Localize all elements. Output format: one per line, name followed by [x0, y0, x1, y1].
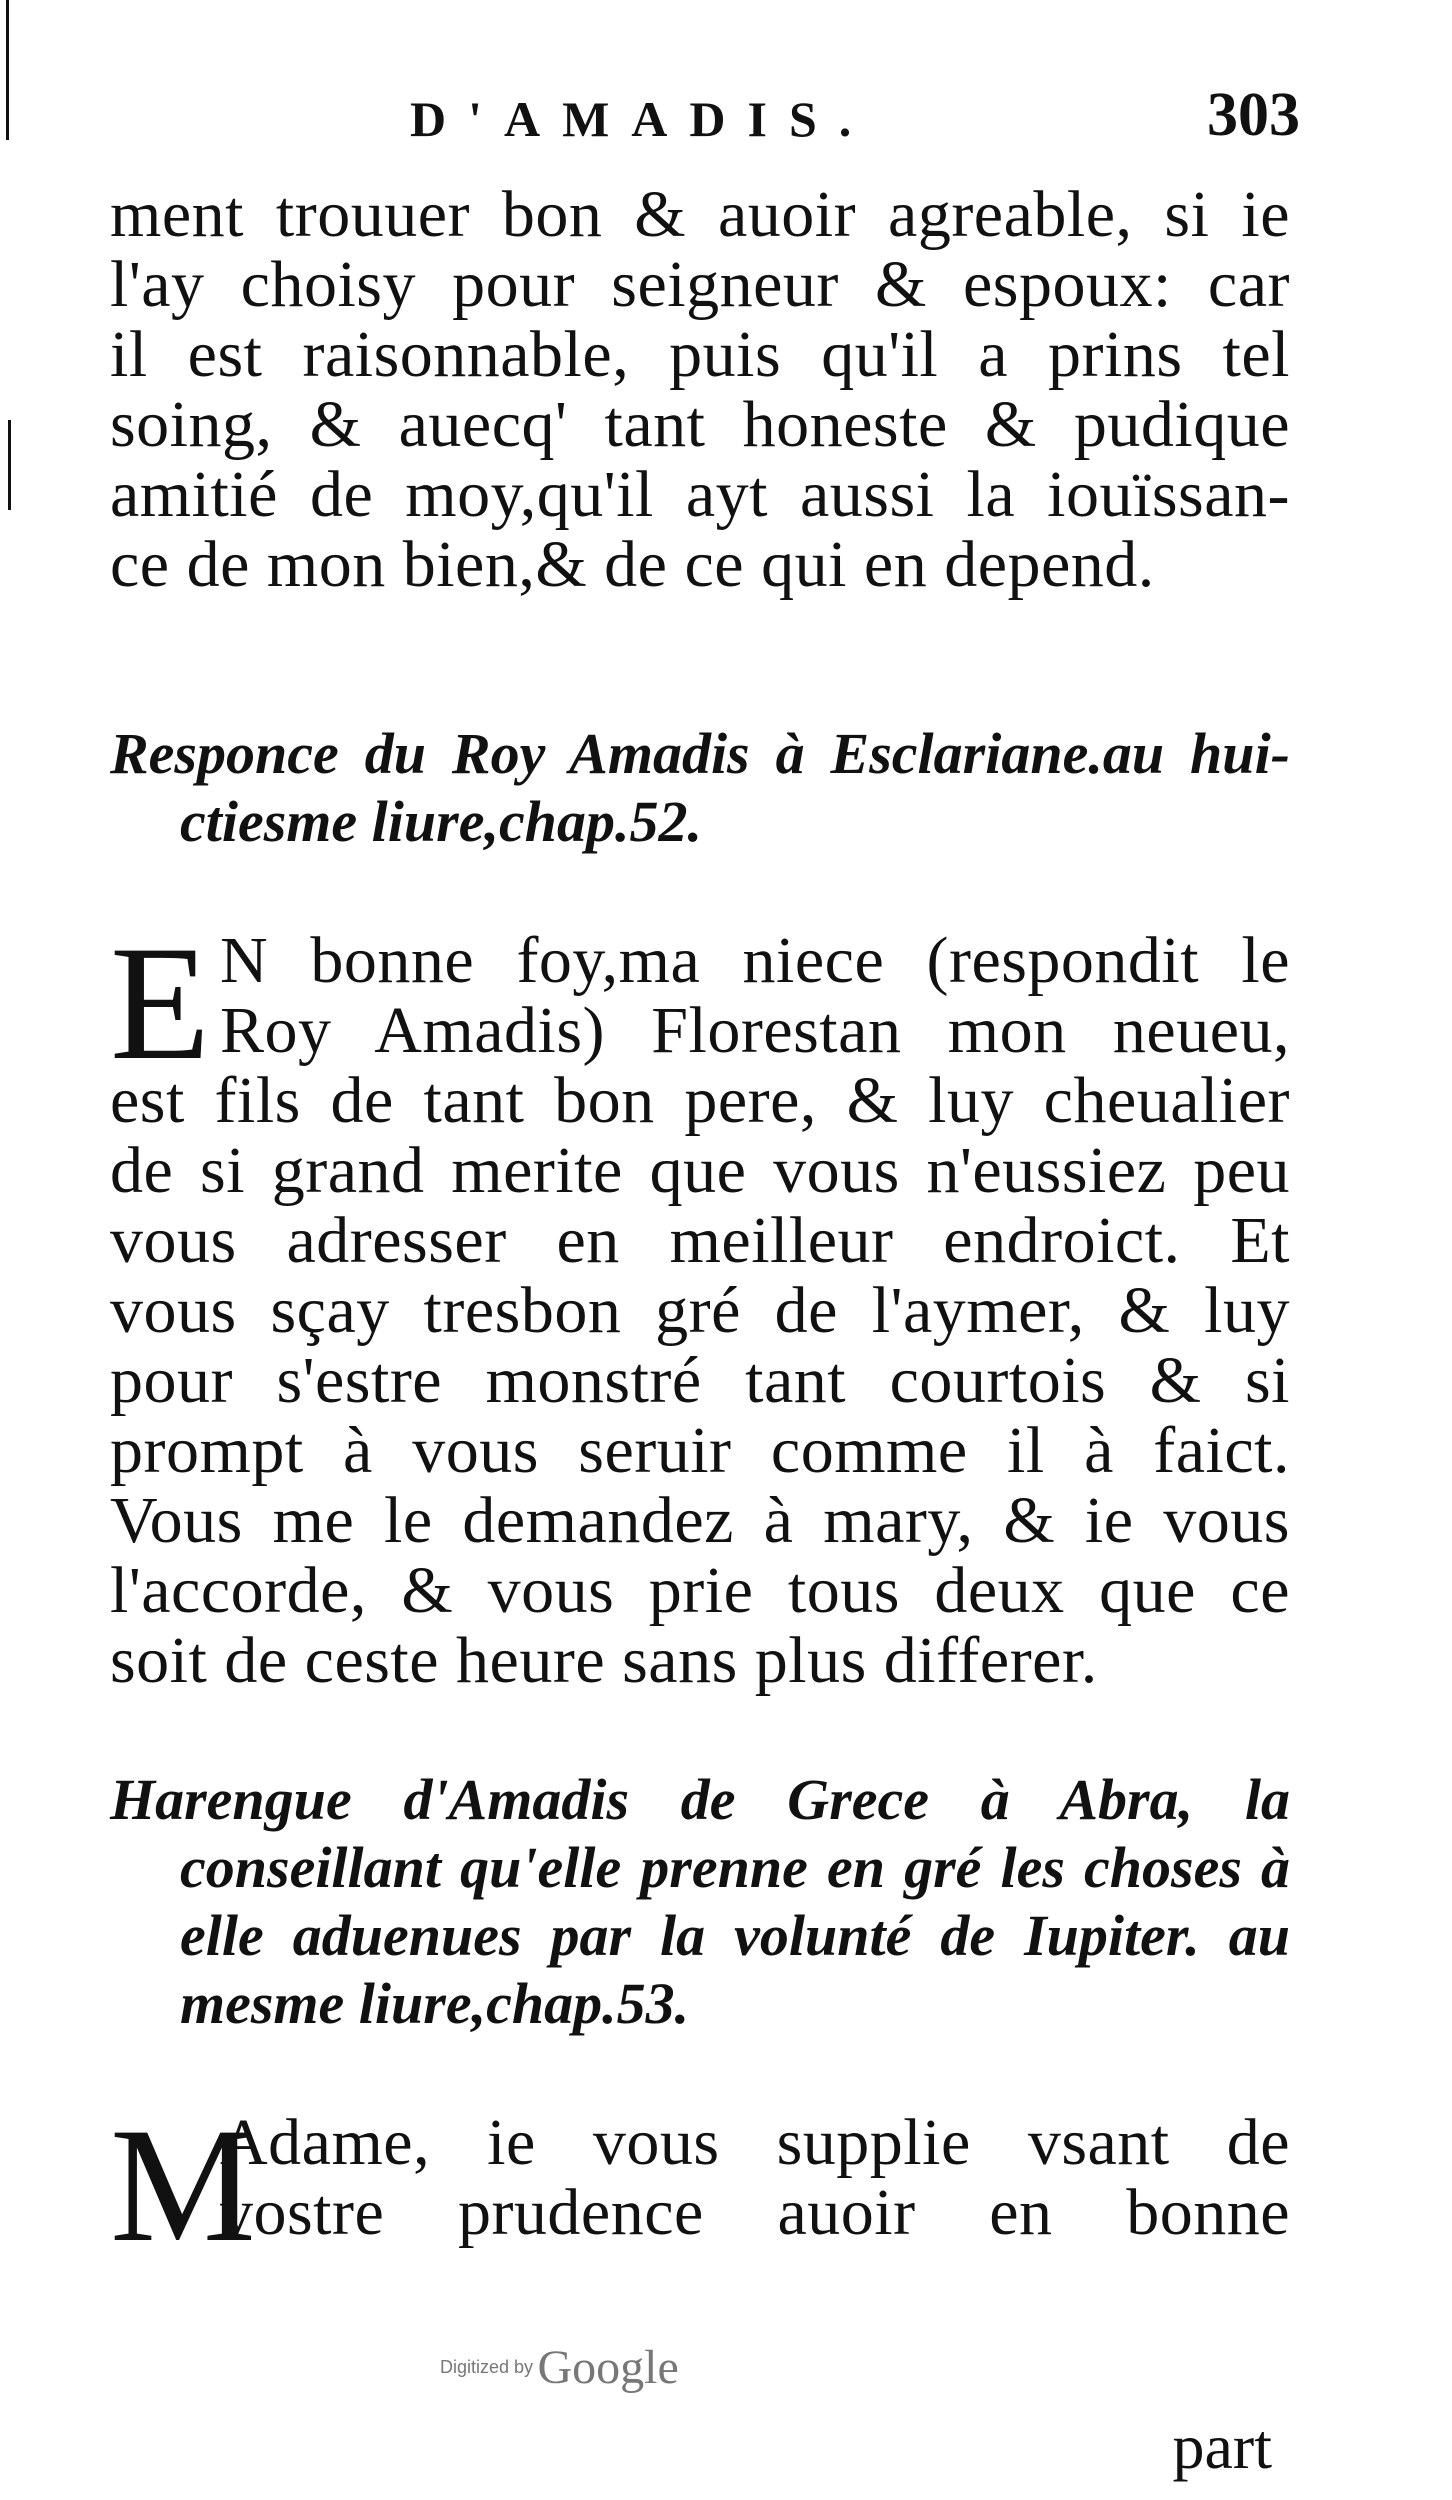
text-line: amitié de moy,qu'il ayt aussi la iouïssan- — [110, 458, 1290, 531]
text-line: vous adresser en meilleur endroict. Et — [110, 1204, 1290, 1277]
heading-line: mesme liure,chap.53. — [180, 1971, 690, 2036]
text-line: l'accorde, & vous prie tous deux que ce — [110, 1554, 1290, 1627]
catchword: part — [1172, 2411, 1272, 2482]
text-line: de si grand merite que vous n'eussiez peu — [110, 1134, 1290, 1207]
text-line: soing, & auecq' tant honeste & pudique — [110, 388, 1290, 461]
text-line: vous sçay tresbon gré de l'aymer, & luy — [110, 1274, 1290, 1347]
running-title: D'AMADIS. — [410, 91, 874, 147]
text-line: Roy Amadis) Florestan mon neueu, — [220, 994, 1290, 1067]
heading-line: Responce du Roy Amadis à Esclariane.au hui- — [110, 721, 1290, 786]
book-page — [110, 70, 1300, 2276]
margin-rule — [8, 420, 11, 510]
paragraph — [110, 2095, 1290, 2276]
text-line: N bonne foy,ma niece (respondit le — [220, 924, 1290, 997]
heading-line: elle aduenues par la volunté de Iupiter. au — [180, 1903, 1290, 1968]
text-line: est fils de tant bon pere, & luy cheualier — [110, 1064, 1290, 1137]
drop-cap: M — [110, 2095, 256, 2276]
text-line: l'ay choisy pour seigneur & espoux: car — [110, 248, 1290, 321]
text-line: ce de mon bien,& de ce qui en depend. — [110, 528, 1155, 601]
text-line: Vous me le demandez à mary, & ie vous — [110, 1484, 1290, 1557]
text-line: prompt à vous seruir comme il à faict. — [110, 1414, 1290, 1487]
paragraph — [110, 913, 1290, 1697]
heading-line: Harengue d'Amadis de Grece à Abra, la — [110, 1767, 1290, 1832]
text-line: vostre prudence auoir en bonne — [220, 2176, 1290, 2249]
text-line: Adame, ie vous supplie vsant de — [220, 2106, 1290, 2179]
text-line: soit de ceste heure sans plus differer. — [110, 1624, 1098, 1697]
running-head — [110, 70, 1300, 180]
text-line: pour s'estre monstré tant courtois & si — [110, 1344, 1290, 1417]
section-heading — [110, 1766, 1290, 2038]
drop-cap: E — [110, 913, 211, 1094]
google-logo: Google — [537, 2341, 679, 2394]
digitized-label: Digitized by — [440, 2357, 534, 2377]
text-line: ment trouuer bon & auoir agreable, si ie — [110, 178, 1290, 251]
heading-line: conseillant qu'elle prenne en gré les choses à — [180, 1835, 1290, 1900]
digitized-by-google — [440, 2340, 679, 2395]
text-line: il est raisonnable, puis qu'il a prins tel — [110, 318, 1290, 391]
paragraph — [110, 180, 1290, 600]
margin-rule — [6, 0, 9, 140]
page-number: 303 — [1207, 81, 1300, 149]
heading-line: ctiesme liure,chap.52. — [180, 789, 702, 854]
section-heading — [110, 720, 1290, 856]
